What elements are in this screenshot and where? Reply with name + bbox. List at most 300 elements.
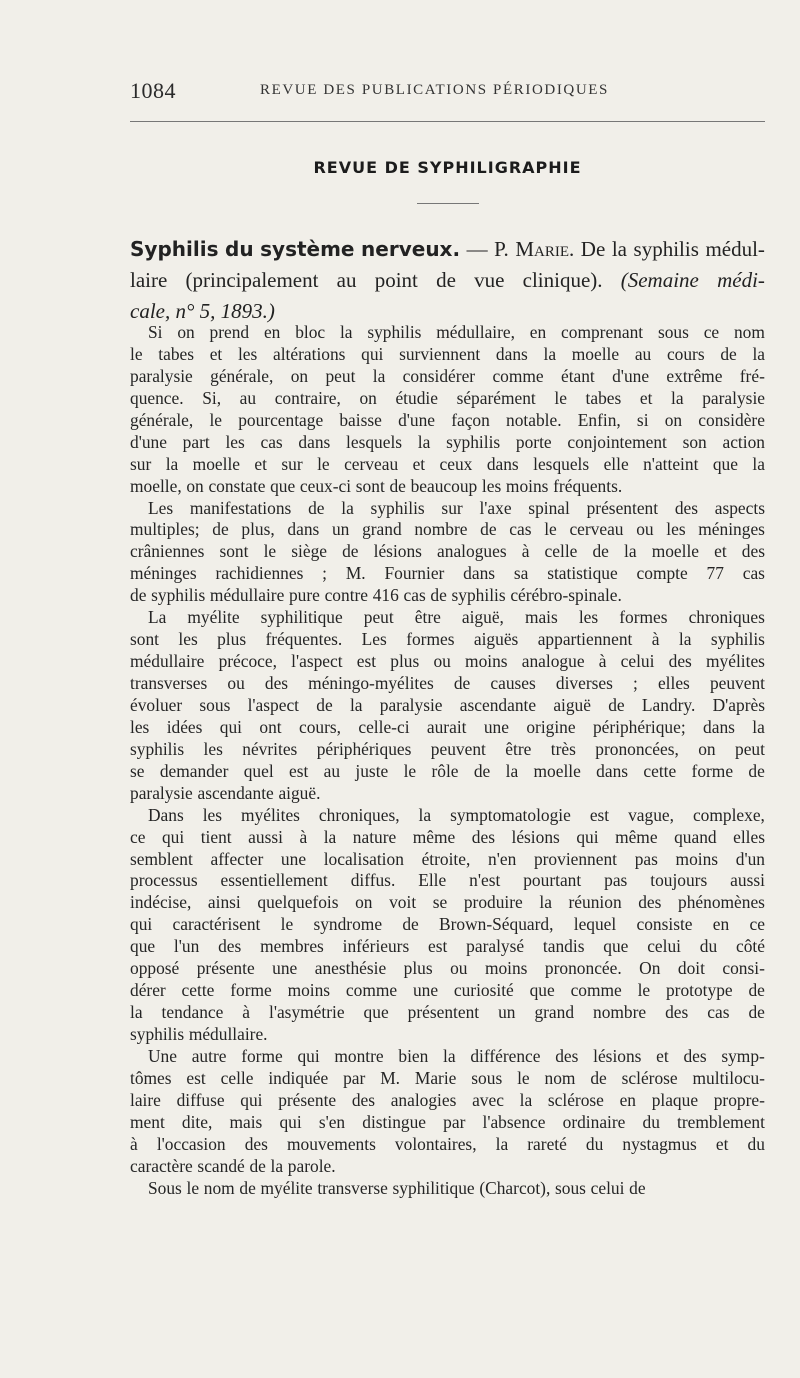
word: ont: [259, 716, 282, 737]
word: essentiellement: [220, 870, 328, 891]
word: la: [543, 343, 557, 364]
word: de: [212, 519, 229, 540]
word: diverses: [555, 673, 613, 693]
word: est: [428, 936, 448, 957]
word: comprenant: [561, 322, 644, 342]
word: quence.: [130, 387, 184, 408]
word: syndrome: [313, 914, 383, 935]
word: de: [473, 760, 491, 781]
word: peut: [325, 365, 356, 386]
word: ou: [433, 651, 451, 672]
word: dérer: [130, 980, 166, 1001]
word: peuvent: [430, 738, 486, 759]
body-line: [130, 717, 765, 739]
word: lésions: [511, 826, 560, 847]
word: comme: [570, 980, 622, 1001]
word: diffus.: [350, 870, 396, 891]
word: prononcée.: [544, 958, 622, 979]
journal-title: médi-: [717, 268, 765, 292]
body-line: [130, 980, 765, 1002]
word: Sous: [148, 1177, 182, 1198]
word: et: [715, 1133, 729, 1154]
word: la: [165, 453, 179, 474]
word: dans: [495, 343, 528, 364]
word: Une: [148, 1045, 177, 1066]
word: syphilis: [446, 431, 501, 452]
body-line: [130, 519, 765, 541]
word: la: [495, 1133, 509, 1154]
word: à: [651, 629, 660, 650]
word: tabes: [158, 343, 194, 364]
word: quelquefois: [257, 892, 339, 913]
word: M.: [345, 563, 366, 584]
word: ce: [749, 914, 765, 935]
body-line: [130, 695, 765, 717]
body-line: [130, 1068, 765, 1090]
word: mais: [229, 1111, 263, 1132]
word: quel: [243, 760, 274, 781]
word: sous: [199, 694, 231, 715]
word: montre: [334, 1045, 384, 1066]
word: générale,: [130, 409, 194, 430]
word: étant: [560, 365, 595, 386]
word: en: [619, 1089, 636, 1110]
word: une: [272, 958, 298, 979]
word: ceux-ci: [299, 475, 352, 496]
word: l'asymétrie: [269, 1002, 345, 1023]
word: paralysie: [130, 782, 193, 803]
word: demander: [159, 760, 229, 781]
word: Elle: [418, 870, 447, 891]
word: les: [578, 607, 599, 628]
word: aiguës: [473, 629, 519, 650]
body-line: [130, 1112, 765, 1134]
word: même: [615, 826, 658, 847]
word: La: [148, 607, 167, 628]
word: dans: [287, 519, 320, 540]
word: moelle: [571, 343, 620, 364]
word: la: [752, 343, 765, 364]
word: un: [498, 1002, 516, 1023]
word: elle: [603, 453, 629, 474]
body-line: [130, 607, 765, 629]
word: présente: [196, 958, 255, 979]
word: myélites: [241, 804, 300, 825]
word: qui: [576, 826, 599, 847]
page-number: 1084: [130, 78, 176, 103]
word: origine: [526, 716, 576, 737]
word: au: [323, 760, 341, 781]
body-line: [130, 936, 765, 958]
word: la: [678, 629, 692, 650]
word: médullaire: [130, 651, 205, 672]
word: chroniques: [688, 607, 765, 628]
word: de: [720, 343, 737, 364]
word: celui: [620, 651, 655, 672]
word: le: [317, 453, 330, 474]
word: l'occasion: [156, 1133, 226, 1154]
word: porte: [515, 431, 552, 452]
word: chroniques,: [318, 804, 400, 825]
heading-word: laire: [130, 268, 168, 292]
body-line: [130, 761, 765, 783]
word: Marie: [414, 1067, 457, 1088]
word: diffuse: [176, 1089, 225, 1110]
word: des: [741, 541, 765, 562]
word: qui: [240, 1089, 263, 1110]
word: en: [263, 322, 281, 342]
word: du: [585, 1133, 604, 1154]
word: est: [289, 760, 309, 781]
article-subject: nerveux.: [361, 237, 461, 261]
word: cette: [181, 980, 215, 1001]
word: qui: [130, 914, 153, 935]
word: périphériques: [316, 738, 412, 759]
word: les: [130, 716, 150, 737]
word: le: [209, 409, 222, 430]
body-line: [130, 585, 765, 607]
heading-word: clinique).: [522, 268, 603, 292]
word: moelle,: [130, 475, 182, 496]
word: crâniennes: [130, 541, 205, 562]
word: dans: [463, 563, 496, 584]
word: plaque: [651, 1089, 699, 1110]
word: par: [343, 1067, 366, 1088]
word: ment: [130, 1111, 165, 1132]
word: myélite: [260, 1177, 313, 1198]
body-line: [130, 1024, 765, 1046]
word: des: [665, 1002, 689, 1023]
word: plus,: [241, 519, 275, 540]
word: cas: [707, 1002, 730, 1023]
article-subject: du: [225, 237, 254, 261]
word: son: [682, 431, 707, 452]
word: méningo-myélites: [308, 673, 434, 693]
word: le: [130, 343, 143, 364]
word: multiples;: [130, 519, 200, 540]
word: moelle: [651, 541, 700, 562]
word: une: [280, 848, 307, 869]
word: n'est: [469, 870, 501, 891]
word: le: [186, 1177, 200, 1198]
article-heading-line: [130, 234, 765, 265]
word: prononcées,: [595, 738, 679, 759]
word: peuvent: [709, 673, 765, 693]
word: précoce,: [218, 651, 277, 672]
word: consi-: [722, 958, 765, 979]
word: présente: [278, 1089, 337, 1110]
word: fré-: [739, 365, 765, 386]
word: se: [130, 760, 145, 781]
body-line: [130, 541, 765, 563]
word: mouvements: [286, 1133, 376, 1154]
word: consiste: [636, 914, 693, 935]
word: la: [372, 365, 386, 386]
word: comme: [345, 980, 398, 1001]
word: ce: [130, 826, 146, 847]
word: ascendante: [197, 782, 274, 803]
word: syphilis: [367, 322, 422, 342]
word: plus: [403, 958, 433, 979]
word: on: [698, 738, 716, 759]
word: dans: [298, 431, 331, 452]
word: processus: [130, 870, 198, 891]
word: lesquels: [533, 453, 590, 474]
word: paralysé: [466, 936, 525, 957]
body-line: [130, 783, 765, 805]
word: paralysie: [379, 694, 443, 715]
word: les: [481, 475, 502, 496]
word: être: [505, 738, 532, 759]
word: bloc: [295, 322, 326, 342]
word: le: [637, 980, 651, 1001]
word: s'en: [318, 1111, 346, 1132]
word: évoluer: [130, 694, 183, 715]
word: du: [747, 1133, 765, 1154]
word: médullaire.: [188, 1024, 268, 1044]
word: dans: [486, 453, 519, 474]
word: sur: [441, 497, 463, 518]
word: moelle: [192, 453, 240, 474]
word: et: [254, 453, 267, 474]
body-line: [130, 1090, 765, 1112]
word: ascendante: [459, 694, 537, 715]
word: forme: [241, 1045, 283, 1066]
word: nombre: [414, 519, 468, 540]
word: de: [608, 694, 625, 715]
word: On: [639, 958, 661, 979]
word: une: [483, 716, 509, 737]
word: celui: [590, 1177, 625, 1198]
word: réunion: [568, 892, 622, 913]
word: manifestations: [189, 497, 292, 518]
word: en: [712, 914, 730, 935]
word: cerveau: [569, 519, 624, 540]
word: d'un: [735, 848, 765, 869]
word: distingue: [362, 1111, 427, 1132]
body-line: [130, 1156, 765, 1178]
word: cérébro-spinale.: [510, 585, 622, 606]
heading-word: (principalement: [185, 268, 319, 292]
word: étudie: [395, 387, 438, 408]
word: sous: [657, 322, 689, 342]
word: les: [202, 804, 223, 825]
word: lequel: [573, 914, 617, 935]
word: sur: [130, 453, 152, 474]
word: doit: [677, 958, 705, 979]
word: peut: [363, 607, 394, 628]
word: nom: [544, 1067, 576, 1088]
word: l'absence: [482, 1111, 546, 1132]
word: la: [418, 804, 432, 825]
word: la: [624, 541, 637, 562]
word: est: [186, 1067, 206, 1088]
body-line: [130, 629, 765, 651]
word: considère: [698, 409, 765, 430]
word: le: [280, 914, 294, 935]
word: la: [539, 892, 552, 913]
word: appartiennent: [537, 629, 633, 650]
word: syphilitique: [260, 607, 343, 628]
word: de: [316, 694, 333, 715]
word: ou: [450, 958, 468, 979]
word: considérer: [402, 365, 476, 386]
word: générale,: [210, 365, 274, 386]
body-line: [130, 563, 765, 585]
word: que: [270, 475, 296, 496]
word: indécise,: [130, 892, 192, 913]
word: sa: [513, 563, 529, 584]
running-head: REVUE DES PUBLICATIONS PÉRIODIQUES: [260, 82, 609, 98]
page-header: [130, 78, 765, 108]
word: dans: [596, 760, 629, 781]
word: que: [712, 453, 738, 474]
word: celui: [647, 936, 681, 957]
word: aspects: [714, 497, 765, 518]
word: nystagmus: [622, 1133, 697, 1154]
body-line: [130, 849, 765, 871]
word: proviennent: [533, 848, 618, 869]
word: l'aspect: [291, 651, 343, 672]
word: notable.: [506, 409, 562, 430]
word: (Charcot),: [479, 1177, 551, 1198]
word: syphilis: [130, 1024, 185, 1044]
word: fréquents.: [553, 475, 623, 496]
word: grand: [534, 1002, 575, 1023]
body-line: [130, 344, 765, 366]
word: ceux: [439, 453, 473, 474]
word: de: [402, 914, 419, 935]
word: pourcentage: [238, 409, 324, 430]
word: cas: [403, 585, 426, 606]
word: de: [430, 585, 447, 606]
word: nom: [733, 322, 765, 342]
word: de: [130, 585, 147, 606]
word: à: [299, 826, 308, 847]
word: paralysie: [702, 387, 765, 408]
word: et: [209, 343, 223, 364]
word: affecter: [210, 848, 264, 869]
word: on: [359, 387, 377, 408]
word: sont: [130, 629, 159, 650]
word: syphilis: [130, 738, 185, 759]
word: la: [270, 1155, 284, 1176]
word: produire: [463, 892, 523, 913]
word: qui: [279, 1111, 302, 1132]
word: caractère: [130, 1155, 193, 1176]
body-line: [130, 958, 765, 980]
word: du: [642, 1111, 660, 1132]
word: de: [748, 980, 765, 1001]
word: qui: [161, 826, 185, 847]
word: méninges: [698, 519, 765, 540]
word: le: [544, 519, 557, 540]
body-line: [130, 870, 765, 892]
word: prend: [209, 322, 250, 342]
word: moins: [675, 848, 719, 869]
journal-title: (Semaine: [620, 268, 699, 292]
word: en: [529, 322, 547, 342]
word: être: [414, 607, 441, 628]
word: comme: [492, 365, 544, 386]
word: plus: [217, 629, 247, 650]
word: propre-: [713, 1089, 765, 1110]
word: part: [182, 431, 210, 452]
word: idées: [166, 716, 203, 737]
word: moins: [484, 958, 528, 979]
word: séparément: [456, 387, 536, 408]
word: moins: [505, 475, 549, 496]
word: lésions: [593, 1045, 642, 1066]
word: sous: [471, 1067, 503, 1088]
word: ;: [633, 673, 638, 693]
article-heading-line: [130, 265, 765, 296]
word: les: [178, 629, 198, 650]
word: ou: [227, 673, 245, 693]
word: que: [603, 936, 629, 957]
word: la: [443, 1045, 456, 1066]
word: des: [351, 1089, 376, 1110]
word: aiguë: [553, 694, 591, 715]
word: des: [683, 1045, 707, 1066]
word: elles: [657, 673, 690, 693]
word: syphilitique: [392, 1177, 475, 1198]
body-line: [130, 651, 765, 673]
word: méninges: [130, 563, 197, 584]
word: autre: [191, 1045, 227, 1066]
body-line: [130, 1178, 765, 1200]
word: Si,: [202, 387, 222, 408]
word: membres: [260, 936, 324, 957]
word: juste: [355, 760, 389, 781]
word: curiosité: [453, 980, 514, 1001]
body-line: [130, 805, 765, 827]
word: phénomènes: [678, 892, 765, 913]
author-name: Marie.: [515, 237, 575, 261]
word: 416: [372, 585, 399, 606]
word: Les: [361, 629, 387, 650]
section-divider: [417, 203, 479, 204]
word: celle: [220, 1067, 254, 1088]
word: syphilis: [710, 629, 765, 650]
word: des: [674, 497, 698, 518]
word: syphilis: [151, 585, 206, 606]
word: sont: [355, 475, 385, 496]
word: tremblement: [677, 1111, 765, 1132]
word: une: [412, 980, 439, 1001]
word: des: [471, 826, 495, 847]
word: aussi: [248, 826, 283, 847]
word: étroite,: [421, 848, 471, 869]
word: des: [638, 892, 662, 913]
article-subject: système: [260, 237, 355, 261]
word: sont: [219, 541, 249, 562]
word: des: [555, 1045, 579, 1066]
body-line: [130, 892, 765, 914]
article-subject: Syphilis: [130, 237, 219, 261]
body-line: [130, 739, 765, 761]
heading-word: au: [336, 268, 357, 292]
word: on: [664, 409, 683, 430]
article-body: [130, 322, 765, 1200]
word: ordinaire: [562, 1111, 626, 1132]
word: les: [225, 431, 245, 452]
word: sous: [555, 1177, 586, 1198]
word: la: [339, 322, 353, 342]
word: rareté: [527, 1133, 567, 1154]
word: façon: [451, 409, 490, 430]
body-line: [130, 827, 765, 849]
